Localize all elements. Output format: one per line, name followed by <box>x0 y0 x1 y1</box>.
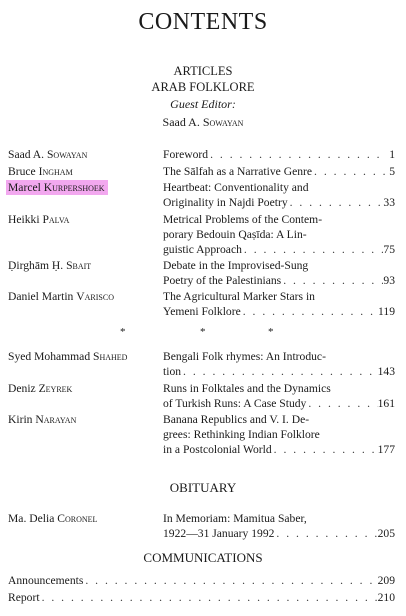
page-number: 205 <box>377 527 395 540</box>
communications-heading: COMMUNICATIONS <box>143 550 263 565</box>
dot-leader <box>83 573 377 588</box>
contents-heading: CONTENTS <box>138 9 268 35</box>
dot-leader <box>242 242 384 257</box>
page-number: 75 <box>383 243 395 256</box>
separator-star: * <box>268 326 274 338</box>
toc-title <box>163 511 395 541</box>
toc-author: Ma. Delia Coronel <box>8 512 98 525</box>
page-number: 210 <box>377 591 395 604</box>
page-number: 119 <box>378 305 395 318</box>
toc-title <box>163 412 395 457</box>
dot-leader <box>40 590 378 605</box>
toc-author: Daniel Martin Varisco <box>8 290 114 303</box>
toc-line: Banana Republics and V. I. De- <box>163 413 310 426</box>
guest-editor-label: Guest Editor: <box>170 97 236 111</box>
page-number: 5 <box>389 165 395 178</box>
page-number: 209 <box>377 574 395 587</box>
toc-author: Ḍirghām Ḥ. Sbait <box>8 259 92 272</box>
toc-line: Metrical Problems of the Contem- <box>163 213 323 226</box>
dot-leader <box>272 442 378 457</box>
toc-line: Originality in Najdi Poetry . . . 33 <box>163 195 395 210</box>
toc-line: porary Bedouin Qaṣīda: A Lin- <box>163 228 307 241</box>
page-number: 33 <box>383 196 395 209</box>
separator-star: * <box>120 326 126 338</box>
toc-line: Bengali Folk rhymes: An Introduc- <box>163 350 326 363</box>
section-heading: ARAB FOLKLORE <box>151 80 255 94</box>
toc-title <box>163 289 395 319</box>
toc-line: Runs in Folktales and the Dynamics <box>163 382 331 395</box>
toc-author: Heikki Palva <box>8 213 70 226</box>
toc-title <box>163 212 395 257</box>
separator-star: * <box>200 326 206 338</box>
toc-line: In Memoriam: Mamitua Saber, <box>163 512 307 525</box>
page-number: 143 <box>377 365 395 378</box>
toc-author: Deniz Zeyrek <box>8 382 73 395</box>
toc-line: Debate in the Improvised-Sung <box>163 259 309 272</box>
page-number: 161 <box>377 397 395 410</box>
toc-title <box>163 180 395 210</box>
dot-leader <box>241 304 378 319</box>
toc-title <box>163 349 395 379</box>
toc-line: Yemeni Folklore . . . 119 <box>163 304 395 319</box>
toc-title <box>163 381 395 411</box>
toc-author: Bruce Ingham <box>8 165 73 178</box>
communications-item: Report . . . 210 <box>8 590 395 605</box>
toc-title <box>163 258 395 288</box>
obituary-heading: OBITUARY <box>169 480 237 495</box>
toc-line: Foreword . . . 1 <box>163 147 395 162</box>
page-number: 93 <box>383 274 395 287</box>
dot-leader <box>281 273 383 288</box>
page-number: 1 <box>389 148 395 161</box>
toc-line: tion . . . 143 <box>163 364 395 379</box>
toc-line: 1922—31 January 1992 . . . 205 <box>163 526 395 541</box>
toc-author: Kirin Narayan <box>8 413 77 426</box>
articles-heading: ARTICLES <box>173 64 233 78</box>
toc-line: The Agricultural Marker Stars in <box>163 290 315 303</box>
toc-line: grees: Rethinking Indian Folklore <box>163 428 320 441</box>
toc-author: Syed Mohammad Shahed <box>8 350 128 363</box>
toc-author: Saad A. Sowayan <box>8 148 88 161</box>
toc-title <box>163 147 395 162</box>
toc-title <box>163 164 395 179</box>
dot-leader <box>288 195 384 210</box>
toc-line: guistic Approach . . . 75 <box>163 242 395 257</box>
toc-author-highlighted: Marcel Kurpershoek <box>6 180 108 195</box>
dot-leader <box>208 147 385 162</box>
dot-leader <box>306 396 377 411</box>
dot-leader <box>274 526 377 541</box>
toc-line: in a Postcolonial World . . . 177 <box>163 442 395 457</box>
dot-leader <box>181 364 378 379</box>
page-number: 177 <box>377 443 395 456</box>
guest-editor-name: Saad A. Sowayan <box>162 115 244 129</box>
toc-line: Poetry of the Palestinians . . . 93 <box>163 273 395 288</box>
dot-leader <box>312 164 385 179</box>
toc-line: Heartbeat: Conventionality and <box>163 181 309 194</box>
communications-item: Announcements . . . 209 <box>8 573 395 588</box>
toc-line: The Sālfah as a Narrative Genre . . . 5 <box>163 164 395 179</box>
toc-line: of Turkish Runs: A Case Study . . . 161 <box>163 396 395 411</box>
